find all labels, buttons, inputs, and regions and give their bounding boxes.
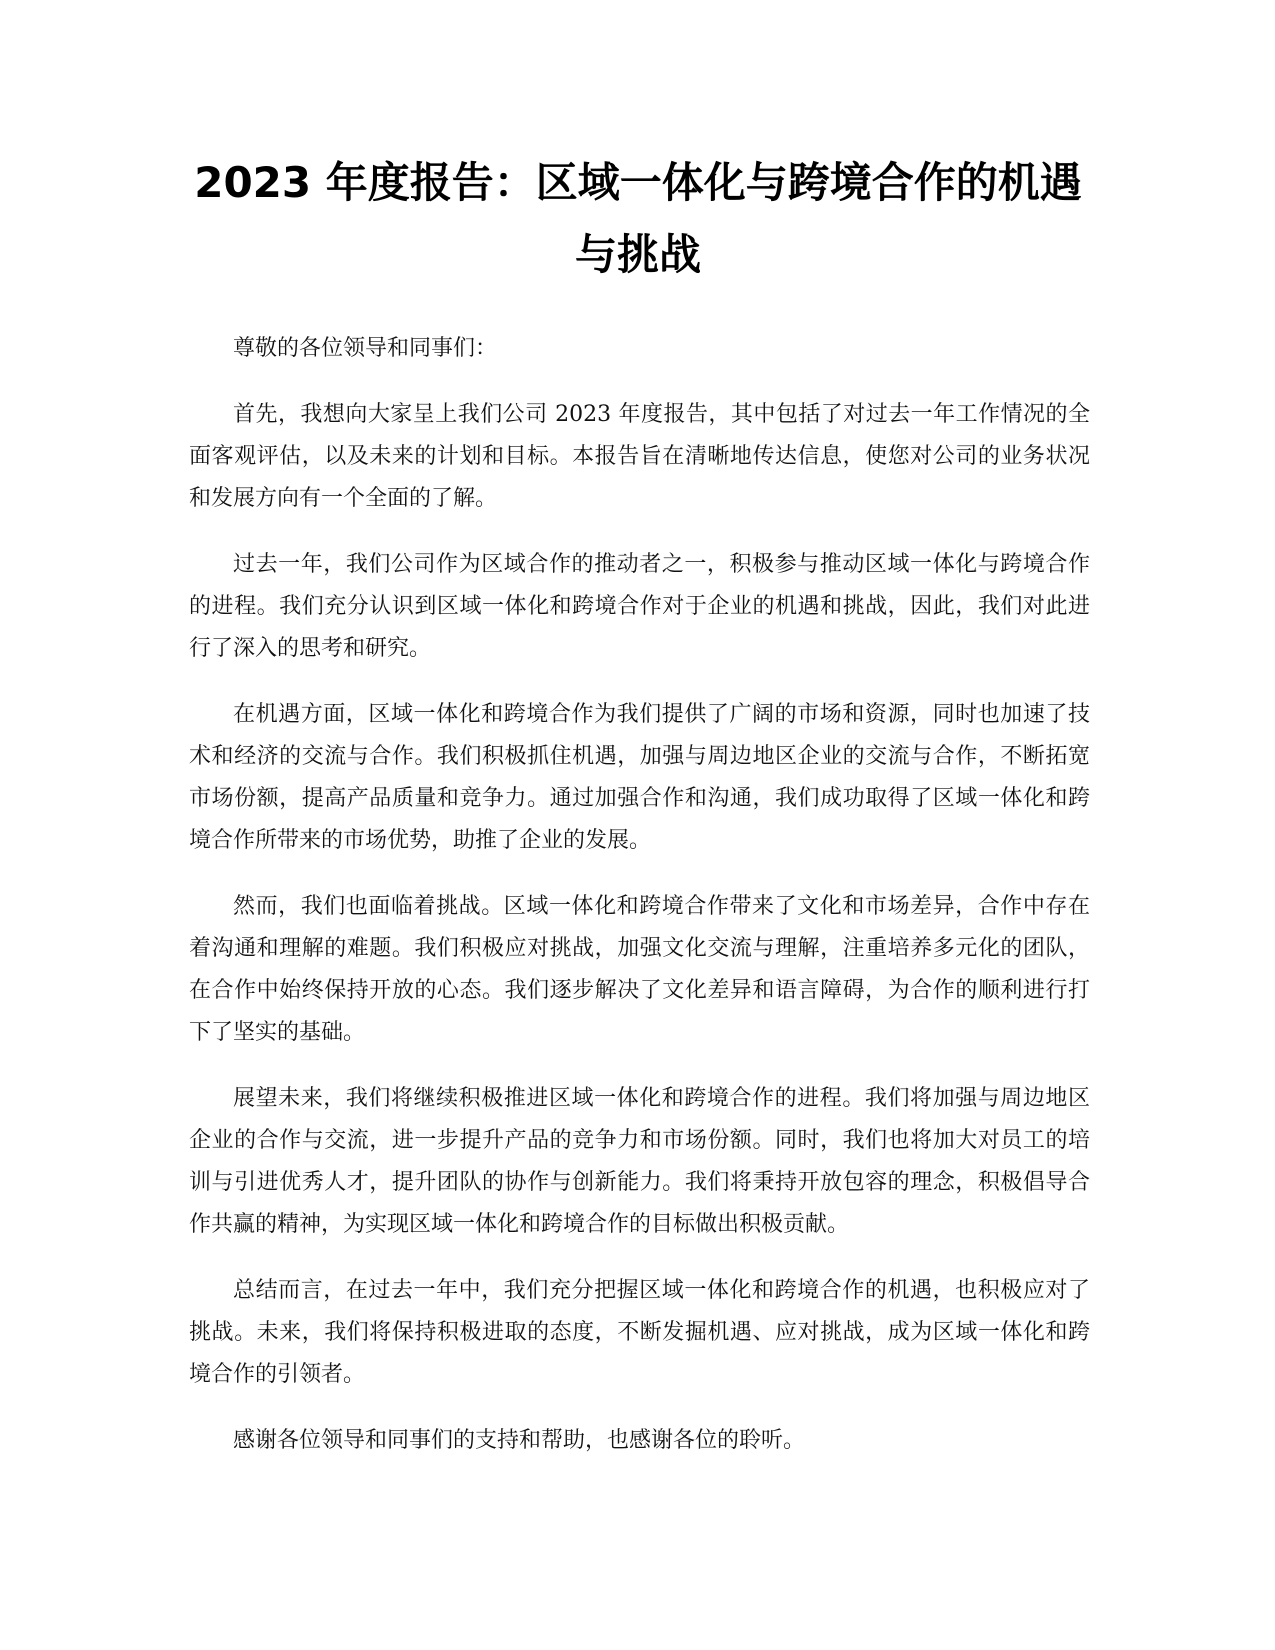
document-body — [189, 328, 1090, 1486]
document-title: 2023 年度报告：区域一体化与跨境合作的机遇与挑战 — [194, 158, 1082, 279]
paragraph-challenges: 然而，我们也面临着挑战。区域一体化和跨境合作带来了文化和市场差异，合作中存在着沟通和理解的难题。我们积极应对挑战，加强文化交流与理解，注重培养多元化的团队，在合作中始终保持开放的心态。我们逐步解决了文化差异和语言障碍，为合作的顺利进行打下了坚实的基础。 — [189, 894, 1090, 1045]
paragraph-greeting: 尊敬的各位领导和同事们： — [233, 336, 498, 361]
paragraph-opportunities: 在机遇方面，区域一体化和跨境合作为我们提供了广阔的市场和资源，同时也加速了技术和经济的交流与合作。我们积极抓住机遇，加强与周边地区企业的交流与合作，不断拓宽市场份额，提高产品质量和竞争力。通过加强合作和沟通，我们成功取得了区域一体化和跨境合作所带来的市场优势，助推了企业的发展。 — [189, 702, 1090, 853]
paragraph-outlook: 展望未来，我们将继续积极推进区域一体化和跨境合作的进程。我们将加强与周边地区企业的合作与交流，进一步提升产品的竞争力和市场份额。同时，我们也将加大对员工的培训与引进优秀人才，提升团队的协作与创新能力。我们将秉持开放包容的理念，积极倡导合作共赢的精神，为实现区域一体化和跨境合作的目标做出积极贡献。 — [189, 1086, 1090, 1237]
paragraph-past-year: 过去一年，我们公司作为区域合作的推动者之一，积极参与推动区域一体化与跨境合作的进程。我们充分认识到区域一体化和跨境合作对于企业的机遇和挑战，因此，我们对此进行了深入的思考和研究。 — [189, 552, 1090, 661]
paragraph-introduction: 首先，我想向大家呈上我们公司 2023 年度报告，其中包括了对过去一年工作情况的全面客观评估，以及未来的计划和目标。本报告旨在清晰地传达信息，使您对公司的业务状况和发展方向有一个全面的了解。 — [189, 402, 1090, 511]
paragraph-thanks: 感谢各位领导和同事们的支持和帮助，也感谢各位的聆听。 — [233, 1428, 806, 1453]
paragraph-summary: 总结而言，在过去一年中，我们充分把握区域一体化和跨境合作的机遇，也积极应对了挑战。未来，我们将保持积极进取的态度，不断发掘机遇、应对挑战，成为区域一体化和跨境合作的引领者。 — [189, 1278, 1090, 1387]
